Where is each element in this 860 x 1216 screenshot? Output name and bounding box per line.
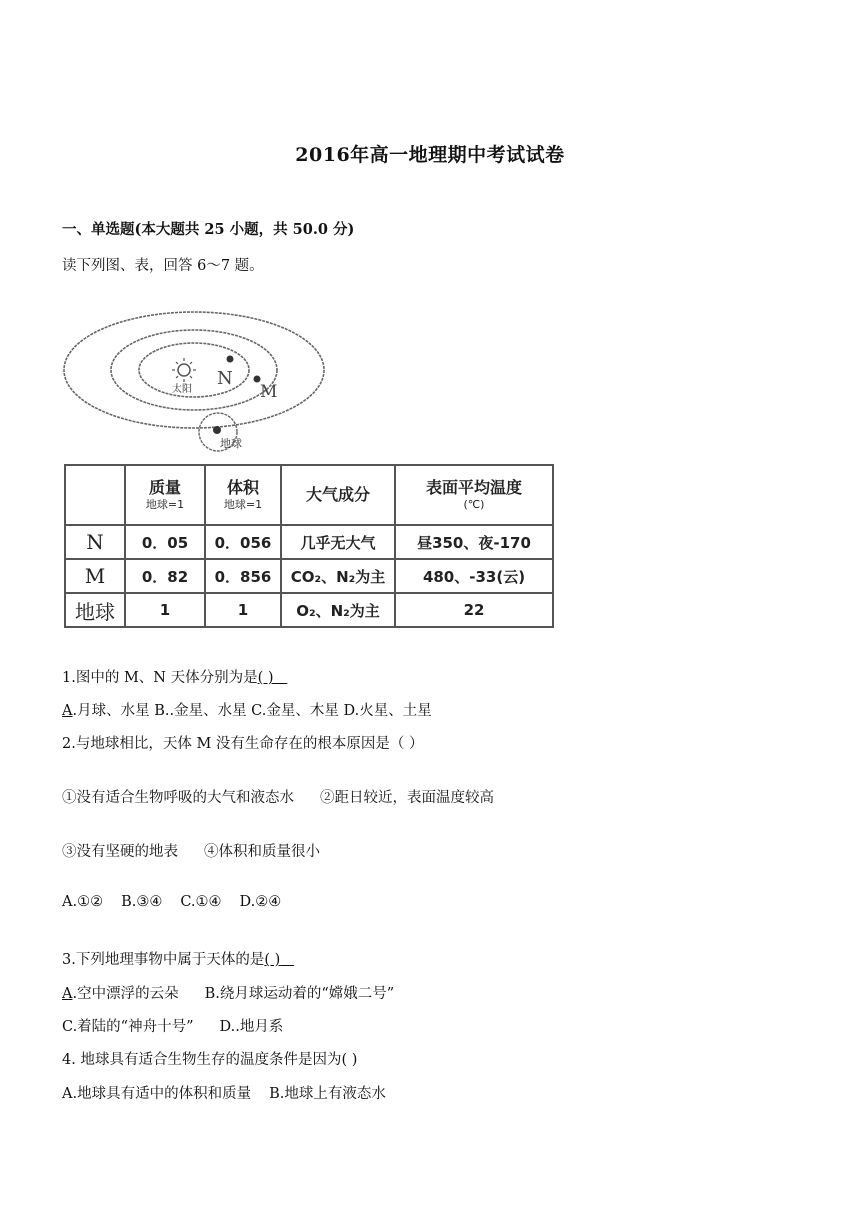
question-3-options-1	[62, 982, 394, 1003]
table-cell: 几乎无大气	[281, 525, 395, 559]
q4-option-b: B.地球上有液态水	[269, 1086, 386, 1102]
question-4-options	[62, 1082, 386, 1103]
header-sub: 地球=1	[223, 497, 263, 511]
q3-option-a-letter: A	[62, 986, 73, 1002]
table-cell: N	[65, 525, 125, 559]
header-main: 体积	[226, 478, 259, 498]
q2-option-a: A.①②	[62, 894, 104, 910]
question-3-stem	[62, 948, 294, 969]
question-4-stem: 4. 地球具有适合生物生存的温度条件是因为( )	[62, 1052, 358, 1068]
q2-option-b: B.③④	[121, 894, 163, 910]
earth-label: 地球	[220, 437, 242, 450]
q3-stem-text: 3.下列地理事物中属于天体的是	[62, 952, 265, 968]
q1-option-a-letter: A	[62, 703, 73, 719]
header-main: 大气成分	[305, 485, 370, 505]
q2-statement-2: ②距日较近，表面温度较高	[320, 790, 494, 806]
table-row	[65, 593, 553, 627]
table-cell: 昼350、夜-170	[395, 525, 553, 559]
table-cell: 地球	[65, 593, 125, 627]
question-2-statements-2	[62, 840, 320, 861]
q1-stem-text: 1.图中的 M、N 天体分别为是	[62, 670, 258, 686]
section-heading: 一、单选题(本大题共 25 小题，共 50.0 分)	[62, 221, 355, 238]
q2-statement-1: ①没有适合生物呼吸的大气和液态水	[62, 790, 294, 806]
q2-statement-3: ③没有坚硬的地表	[62, 844, 178, 860]
q2-option-c: C.①④	[180, 894, 222, 910]
table-cell: 0．82	[125, 559, 205, 593]
header-main: 表面平均温度	[425, 478, 522, 498]
q3-option-c: C.着陆的“神舟十号”	[62, 1019, 194, 1035]
earth-marker	[213, 426, 221, 434]
q3-blank-tail	[280, 952, 294, 968]
table-cell: 1	[205, 593, 281, 627]
section-intro: 读下列图、表，回答 6～7 题。	[62, 258, 264, 274]
question-1-stem	[62, 666, 287, 687]
q1-blank-tail	[274, 670, 288, 686]
table-header-cell	[65, 465, 125, 525]
question-3-options-2	[62, 1015, 283, 1036]
solar-system-figure	[62, 308, 342, 453]
question-2-stem: 2.与地球相比，天体 M 没有生命存在的根本原因是（ ）	[62, 736, 424, 752]
q2-statement-4: ④体积和质量很小	[204, 844, 320, 860]
planet-data-table	[64, 464, 554, 628]
header-main: 质量	[148, 478, 181, 498]
planet-n-label: N	[217, 368, 233, 389]
q2-option-d: D.②④	[239, 894, 282, 910]
question-1-options	[62, 699, 432, 720]
q3-answer-blank: ( )	[264, 952, 281, 968]
table-header-cell	[205, 465, 281, 525]
header-sub: (℃)	[463, 497, 485, 511]
table-header-cell	[125, 465, 205, 525]
planet-n-marker	[227, 356, 234, 363]
sun-icon	[172, 358, 196, 382]
table-cell: 0．856	[205, 559, 281, 593]
table-header-cell	[281, 465, 395, 525]
table-row	[65, 525, 553, 559]
table-cell: O₂、N₂为主	[281, 593, 395, 627]
q4-option-a: A.地球具有适中的体积和质量	[62, 1086, 252, 1102]
table-cell: CO₂、N₂为主	[281, 559, 395, 593]
q3-option-d: D..地月系	[219, 1019, 284, 1035]
table-cell: 22	[395, 593, 553, 627]
table-header-cell	[395, 465, 553, 525]
table-cell: 0．05	[125, 525, 205, 559]
table-cell: 0．056	[205, 525, 281, 559]
sun-label: 太阳	[172, 384, 192, 395]
table-cell: 1	[125, 593, 205, 627]
q3-option-b: B.绕月球运动着的“嫦娥二号”	[204, 986, 395, 1002]
question-2-options	[62, 894, 281, 910]
table-header-row	[65, 465, 553, 525]
page-title: 2016年高一地理期中考试试卷	[295, 144, 565, 166]
q1-options-text: .月球、水星 B..金星、水星 C.金星、木星 D.火星、土星	[72, 703, 432, 719]
table-cell: 480、-33(云)	[395, 559, 553, 593]
table-cell: M	[65, 559, 125, 593]
planet-m-label: M	[260, 382, 278, 402]
question-2-statements-1	[62, 786, 494, 807]
q3-option-a: .空中漂浮的云朵	[72, 986, 179, 1002]
table-row	[65, 559, 553, 593]
q1-answer-blank: ( )	[257, 670, 274, 686]
header-sub: 地球=1	[145, 497, 185, 511]
